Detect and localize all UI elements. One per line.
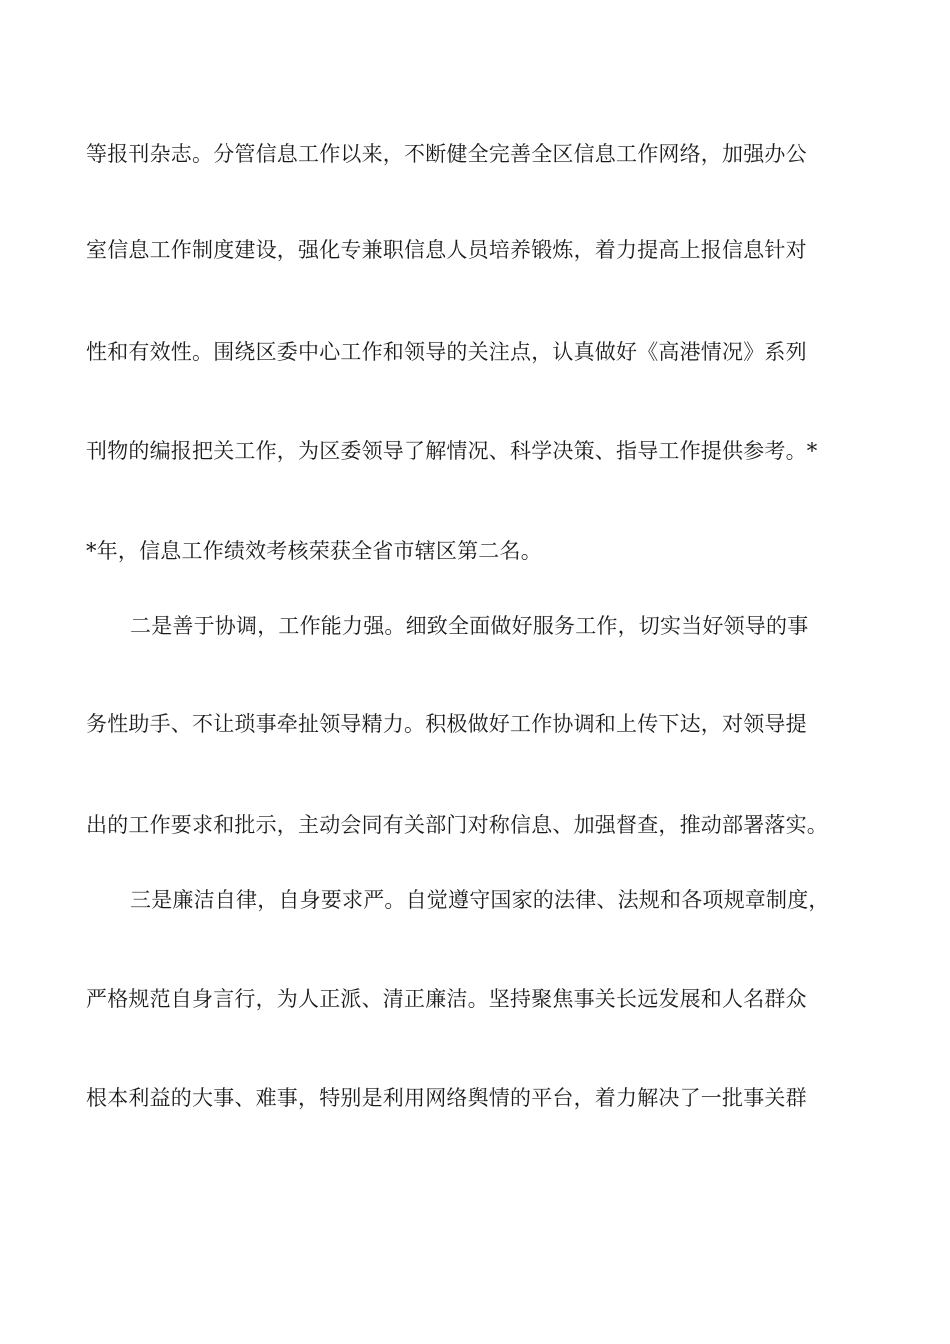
text-line-5: *年，信息工作绩效考核荣获全省市辖区第二名。 <box>86 539 542 563</box>
text-line-8: 出的工作要求和批示，主动会同有关部门对称信息、加强督查，推动部署落实。 <box>86 813 828 837</box>
paragraph-two-start: 二是善于协调，工作能力强。细致全面做好服务工作，切实当好领导的事 <box>130 614 809 638</box>
text-line-7: 务性助手、不让琐事牵扯领导精力。积极做好工作协调和上传下达，对领导提 <box>86 712 807 736</box>
text-line-4: 刊物的编报把关工作，为区委领导了解情况、科学决策、指导工作提供参考。* <box>86 439 818 463</box>
text-line-10: 严格规范自身言行，为人正派、清正廉洁。坚持聚焦事关长远发展和人名群众 <box>86 987 807 1011</box>
paragraph-three-start: 三是廉洁自律，自身要求严。自觉遵守国家的法律、法规和各项规章制度， <box>130 888 830 912</box>
text-line-3: 性和有效性。围绕区委中心工作和领导的关注点，认真做好《高港情况》系列 <box>86 340 807 364</box>
text-line-2: 室信息工作制度建设，强化专兼职信息人员培养锻炼，着力提高上报信息针对 <box>86 238 807 262</box>
text-line-11: 根本利益的大事、难事，特别是利用网络舆情的平台，着力解决了一批事关群 <box>86 1086 807 1110</box>
text-line-1: 等报刊杂志。分管信息工作以来，不断健全完善全区信息工作网络，加强办公 <box>86 142 807 166</box>
